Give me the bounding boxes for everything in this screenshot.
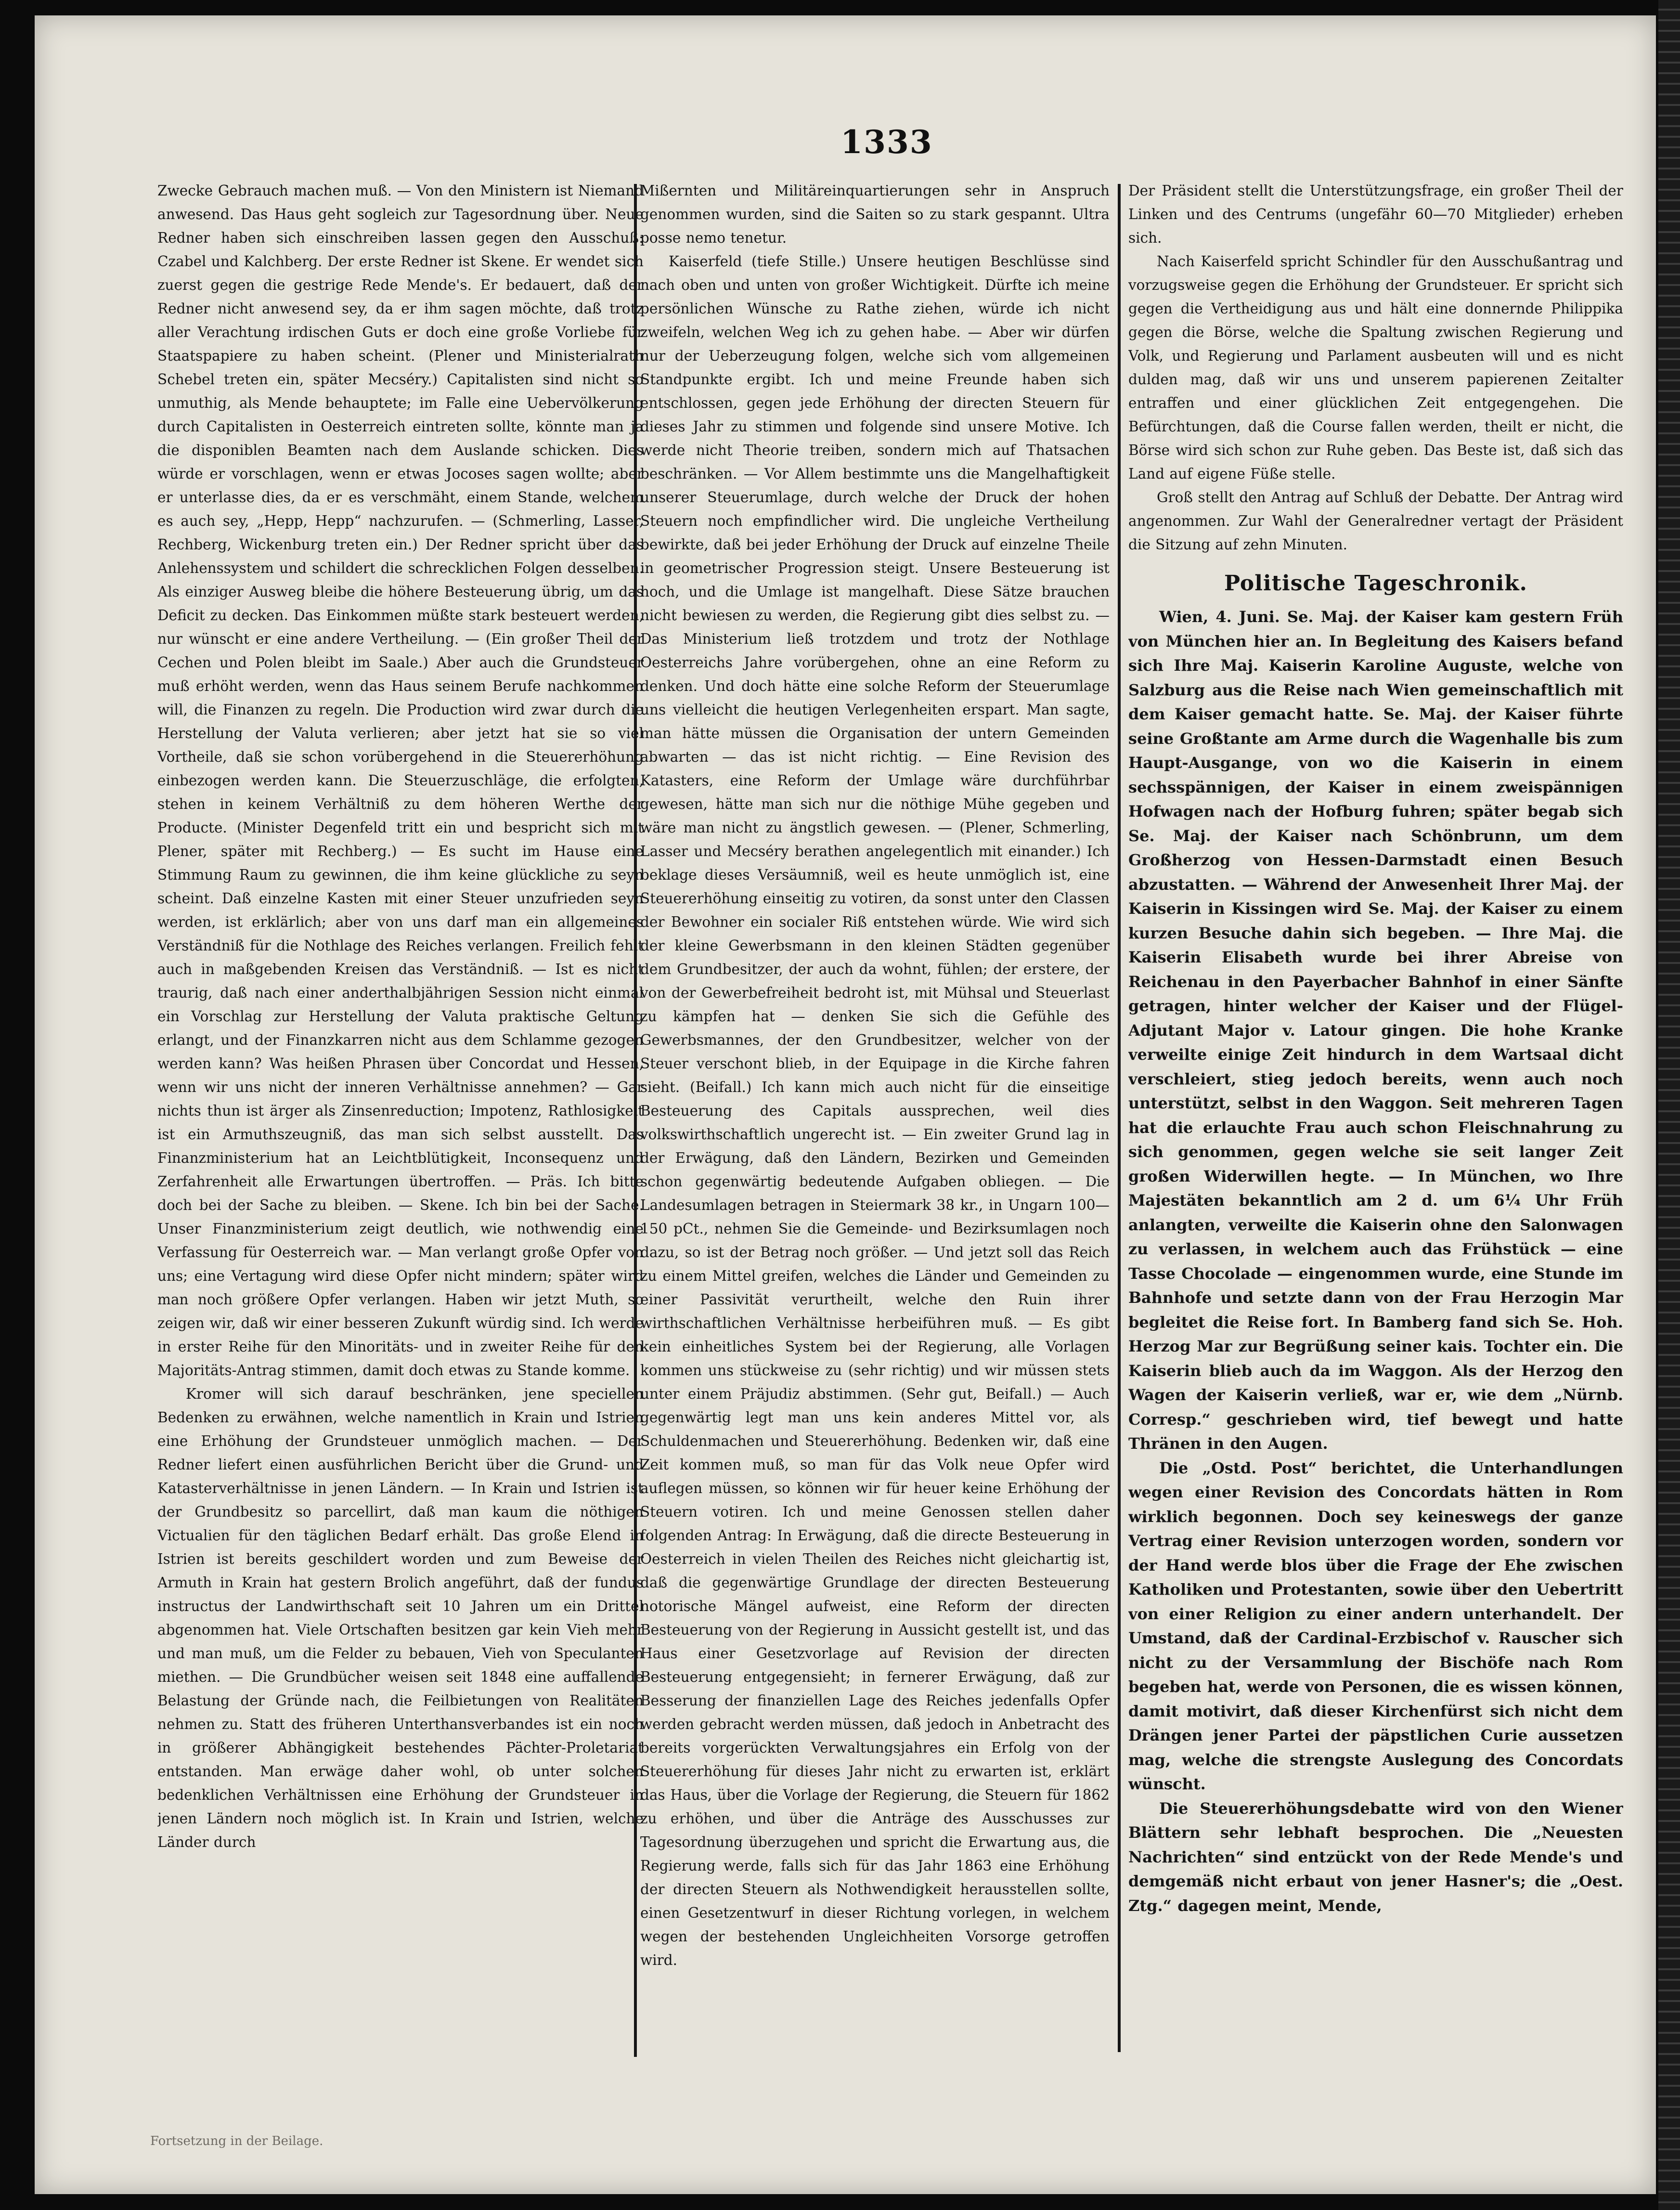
section-heading: Politische Tageschronik. xyxy=(1224,571,1527,596)
col2-paragraph-1: Mißernten und Militäreinquartierungen sehr in Anspruch genommen wurden, sind die Saiten so zu stark gespannt. Ultra posse nemo tenetur. xyxy=(640,182,1110,246)
col2-paragraph-2: Kaiserfeld (tiefe Stille.) Unsere heutigen Beschlüsse sind nach oben und unten von großer Wichtigkeit. Dürfte ich meine persönlichen Wünsche zu Rathe ziehen, würde ich nicht zweifeln, welchen Weg ich zu gehen habe. — Aber wir dürfen nur der Ueberzeugung folgen, welche sich vom allgemeinen Standpunkte ergibt. Ich und meine Freunde haben sich entschlossen, gegen jede Erhöhung der directen Steuern für dieses Jahr zu stimmen und folgende sind unsere Motive. Ich werde nicht Theorie treiben, sondern mich auf Thatsachen beschränken. — Vor Allem bestimmte uns die Mangelhaftigkeit unserer Steuerumlage, durch welche der Druck der hohen Steuern noch empfindlicher wird. Die ungleiche Vertheilung bewirkte, daß bei jeder Erhöhung der Druck auf einzelne Theile in geometrischer Progression steigt. Unsere Besteuerung ist hoch, und die Umlage ist mangelhaft. Diese Sätze brauchen nicht bewiesen zu werden, die Regierung gibt dies selbst zu. — Das Ministerium ließ trotzdem und trotz der Nothlage Oesterreichs Jahre vorübergehen, ohne an eine Reform zu denken. Und doch hätte eine solche Reform der Steuerumlage uns vielleicht die heutigen Verlegenheiten erspart. Man sagte, man hätte müssen die Organisation der untern Gemeinden abwarten — das ist nicht richtig. — Eine Revision des Katasters, eine Reform der Umlage wäre durchführbar gewesen, hätte man sich nur die nöthige Mühe gegeben und wäre man nicht zu ängstlich gewesen. — (Plener, Schmerling, Lasser und Mecséry berathen angelegentlich mit einander.) Ich beklage dieses Versäumniß, weil es heute unmöglich ist, eine Steuererhöhung einseitig zu votiren, da sonst unter den Classen der Bewohner ein socialer Riß entstehen würde. Wie wird sich der kleine Gewerbsmann in den kleinen Städten gegenüber dem Grundbesitzer, der auch da wohnt, fühlen; der erstere, der von der Gewerbefreiheit bedroht ist, mit Mühsal und Steuerlast zu kämpfen hat — denken Sie sich die Gefühle des Gewerbsmannes, der den Grundbesitzer, welcher von der Steuer verschont blieb, in der Equipage in die Kirche fahren sieht. (Beifall.) Ich kann mich auch nicht für die einseitige Besteuerung des Capitals aussprechen, weil dies volkswirthschaftlich ungerecht ist. — Ein zweiter Grund lag in der Erwägung, daß den Ländern, Bezirken und Gemeinden schon gegenwärtig bedeutende Aufgaben obliegen. — Die Landesumlagen betragen in Steiermark 38 kr., in Ungarn 100—150 pCt., nehmen Sie die Gemeinde- und Bezirksumlagen noch dazu, so ist der Betrag noch größer. — Und jetzt soll das Reich zu einem Mittel greifen, welches die Länder und Gemeinden zu einer Passivität verurtheilt, welche den Ruin ihrer wirthschaftlichen Verhältnisse herbeiführen muß. — Es gibt kein einheitliches System bei der Regierung, alle Vorlagen kommen uns stückweise zu (sehr richtig) und wir müssen stets unter einem Präjudiz abstimmen. (Sehr gut, Beifall.) — Auch gegenwärtig legt man uns kein anderes Mittel vor, als Schuldenmachen und Steuererhöhung. Bedenken wir, daß eine Zeit kommen muß, so man für das Volk neue Opfer wird auflegen müssen, so können wir für heuer keine Erhöhung der Steuern votiren. Ich und meine Genossen stellen daher folgenden Antrag: In Erwägung, daß die directe Besteuerung in Oesterreich in vielen Theilen des Reiches nicht gleichartig ist, daß die gegenwärtige Grundlage der directen Besteuerung notorische Mängel aufweist, eine Reform der directen Besteuerung von der Regierung in Aussicht gestellt ist, und das Haus einer Gesetzvorlage auf Revision der directen Besteuerung entgegensieht; in fernerer Erwägung, daß zur Besserung der finanziellen Lage des Reiches jedenfalls Opfer werden gebracht werden müssen, daß jedoch in Anbetracht des bereits vorgerückten Verwaltungsjahres ein Erfolg von der Steuererhöhung für dieses Jahr nicht zu erwarten ist, erklärt das Haus, über die Vorlage der Regierung, die Steuern für 1862 zu erhöhen, und über die Anträge des Ausschusses zur Tagesordnung überzugehen und spricht die Erwartung aus, die Regierung werde, falls sich für das Jahr 1863 eine Erhöhung der directen Steuern als Nothwendigkeit herausstellen sollte, einen Gesetzentwurf in dieser Richtung vorlegen, in welchem wegen der bestehenden Ungleichheiten Vorsorge getroffen wird. xyxy=(640,253,1110,1968)
bleed-through-text: Fortsetzung in der Beilage. xyxy=(150,2134,323,2148)
news-paragraph-1: Wien, 4. Juni. Se. Maj. der Kaiser kam gestern Früh von München hier an. In Begleitung des Kaisers befand sich Ihre Maj. Kaiserin Karoline Auguste, welche von Salzburg aus die Reise nach Wien gemeinschaftlich mit dem Kaiser gemacht hatte. Se. Maj. der Kaiser führte seine Großtante am Arme durch die Wagenhalle bis zum Haupt-Ausgange, von wo die Kaiserin in einem sechsspännigen, der Kaiser in einem zweispännigen Hofwagen nach der Hofburg fuhren; später begab sich Se. Maj. der Kaiser nach Schönbrunn, um dem Großherzog von Hessen-Darmstadt einen Besuch abzustatten. — Während der Anwesenheit Ihrer Maj. der Kaiserin in Kissingen wird Se. Maj. der Kaiser zu einem kurzen Besuche dahin sich begeben. — Ihre Maj. die Kaiserin Elisabeth wurde bei ihrer Abreise von Reichenau in den Payerbacher Bahnhof in einer Sänfte getragen, hinter welcher der Kaiser und der Flügel-Adjutant Major v. Latour gingen. Die hohe Kranke verweilte einige Zeit hindurch in dem Wartsaal dicht verschleiert, stieg jedoch bereits, wenn auch noch unterstützt, selbst in den Waggon. Seit mehreren Tagen hat die erlauchte Frau auch schon Fleischnahrung zu sich genommen, gegen welche sie seit langer Zeit großen Widerwillen hegte. — In München, wo Ihre Majestäten bekanntlich am 2 d. um 6¼ Uhr Früh anlangten, verweilte die Kaiserin ohne den Salonwagen zu verlassen, in welchem auch das Frühstück — eine Tasse Chocolade — eingenommen wurde, eine Stunde im Bahnhofe und setzte dann von der Frau Herzogin Mar begleitet die Reise fort. In Bamberg fand sich Se. Hoh. Herzog Mar zur Begrüßung seiner kais. Tochter ein. Die Kaiserin blieb auch da im Waggon. Als der Herzog den Wagen der Kaiserin verließ, war er, wie dem „Nürnb. Corresp.“ geschrieben wird, tief bewegt und hatte Thränen in den Augen. xyxy=(1128,608,1623,1453)
column-rule-2 xyxy=(1118,184,1121,2052)
column-2 xyxy=(640,179,1110,2110)
page-number: 1333 xyxy=(840,123,933,161)
col3-paragraph-1: Der Präsident stellt die Unterstützungsfrage, ein großer Theil der Linken und des Centrums (ungefähr 60—70 Mitglieder) erheben sich. xyxy=(1128,182,1623,246)
column-3 xyxy=(1128,179,1623,2110)
col1-paragraph-2: Kromer will sich darauf beschränken, jene speciellen Bedenken zu erwähnen, welche namentlich in Krain und Istrien eine Erhöhung der Grundsteuer unmöglich machen. — Der Redner liefert einen ausführlichen Bericht über die Grund- und Katasterverhältnisse in jenen Ländern. — In Krain und Istrien ist der Grundbesitz so parcellirt, daß man kaum die nöthigen Victualien für den täglichen Bedarf erhält. Das große Elend in Istrien ist bereits geschildert worden und zum Beweise der Armuth in Krain hat gestern Brolich angeführt, daß der fundus instructus der Landwirthschaft seit 10 Jahren um ein Drittel abgenommen hat. Viele Ortschaften besitzen gar kein Vieh mehr und man muß, um die Felder zu bebauen, Vieh von Speculanten miethen. — Die Grundbücher weisen seit 1848 eine auffallende Belastung der Gründe nach, die Feilbietungen von Realitäten nehmen zu. Statt des früheren Unterthansverbandes ist ein noch in größerer Abhängigkeit bestehendes Pächter-Proletariat entstanden. Man erwäge daher wohl, ob unter solchen bedenklichen Verhältnissen eine Erhöhung der Grundsteuer in jenen Ländern noch möglich ist. In Krain und Istrien, welche Länder durch xyxy=(157,1386,644,1850)
page-edge-strip xyxy=(1658,0,1680,2210)
column-1 xyxy=(157,179,644,2110)
col1-paragraph-1: Zwecke Gebrauch machen muß. — Von den Ministern ist Niemand anwesend. Das Haus geht sogleich zur Tagesordnung über. Neue Redner haben sich einschreiben lassen gegen den Ausschuß: Czabel und Kalchberg. Der erste Redner ist Skene. Er wendet sich zuerst gegen die gestrige Rede Mende's. Er bedauert, daß der Redner nicht anwesend sey, da er ihm sagen möchte, daß trotz aller Verachtung irdischen Guts er doch eine große Vorliebe für Staatspapiere zu haben scheint. (Plener und Ministerialrath Schebel treten ein, später Mecséry.) Capitalisten sind nicht so unmuthig, als Mende behauptete; im Falle eine Uebervölkerung durch Capitalisten in Oesterreich eintreten sollte, könnte man ja die disponiblen Beamten nach dem Auslande schicken. Dies würde er vorschlagen, wenn er etwas Jocoses sagen wollte; aber er unterlasse dies, da er es verschmäht, einem Stande, welchem es auch sey, „Hepp, Hepp“ nachzurufen. — (Schmerling, Lasser, Rechberg, Wickenburg treten ein.) Der Redner spricht über das Anlehenssystem und schildert die schrecklichen Folgen desselben. Als einziger Ausweg bleibe die höhere Besteuerung übrig, um das Deficit zu decken. Das Einkommen müßte stark besteuert werden, nur wünscht er eine andere Vertheilung. — (Ein großer Theil der Cechen und Polen bleibt im Saale.) Aber auch die Grundsteuer muß erhöht werden, wenn das Haus seinem Berufe nachkommen will, die Finanzen zu regeln. Die Production wird zwar durch die Herstellung der Valuta verlieren; aber jetzt hat sie so viel Vortheile, daß sie schon vorübergehend in die Steuererhöhung einbezogen werden kann. Die Steuerzuschläge, die erfolgten, stehen in keinem Verhältniß zu dem höheren Werthe der Producte. (Minister Degenfeld tritt ein und bespricht sich mit Plener, später mit Rechberg.) — Es sucht im Hause eine Stimmung Raum zu gewinnen, die ihm keine glückliche zu seyn scheint. Daß einzelne Kasten mit einer Steuer unzufrieden seyn werden, ist erklärlich; aber von uns darf man ein allgemeines Verständniß für die Nothlage des Reiches verlangen. Freilich fehlt auch in maßgebenden Kreisen das Verständniß. — Ist es nicht traurig, daß nach einer anderthalbjährigen Session nicht einmal ein Vorschlag zur Herstellung der Valuta praktische Geltung erlangt, und der Finanzkarren nicht aus dem Schlamme gezogen werden kann? Was heißen Phrasen über Concordat und Hessen, wenn wir uns nicht der inneren Verhältnisse annehmen? — Gar nichts thun ist ärger als Zinsenreduction; Impotenz, Rathlosigkeit ist ein Armuthszeugniß, das man sich selbst ausstellt. Das Finanzministerium hat an Leichtblütigkeit, Inconsequenz und Zerfahrenheit alle Erwartungen übertroffen. — Präs. Ich bitte doch bei der Sache zu bleiben. — Skene. Ich bin bei der Sache. Unser Finanzministerium zeigt deutlich, wie nothwendig eine Verfassung für Oesterreich war. — Man verlangt große Opfer von uns; eine Vertagung wird diese Opfer nicht mindern; später wird man noch größere Opfer verlangen. Haben wir jetzt Muth, so zeigen wir, daß wir einer besseren Zukunft würdig sind. Ich werde in erster Reihe für den Minoritäts- und in zweiter Reihe für den Majoritäts-Antrag stimmen, damit doch etwas zu Stande komme. xyxy=(157,182,644,1378)
col3-paragraph-3: Groß stellt den Antrag auf Schluß der Debatte. Der Antrag wird angenommen. Zur Wahl der Generalredner vertagt der Präsident die Sitzung auf zehn Minuten. xyxy=(1128,489,1623,553)
news-paragraph-3: Die Steuererhöhungsdebatte wird von den Wiener Blättern sehr lebhaft besprochen. Die „Neuesten Nachrichten“ sind entzückt von der Rede Mende's und demgemäß nicht erbaut von jener Hasner's; die „Oest. Ztg.“ dagegen meint, Mende, xyxy=(1128,1799,1623,1915)
newspaper-page xyxy=(35,15,1656,2194)
col3-paragraph-2: Nach Kaiserfeld spricht Schindler für den Ausschußantrag und vorzugsweise gegen die Erhöhung der Grundsteuer. Er spricht sich gegen die Vertheidigung aus und hält eine donnernde Philippika gegen die Börse, welche die Spaltung zwischen Regierung und Volk, und Regierung und Parlament ausbeuten will und es nicht dulden mag, daß wir uns und unserem papierenen Zeitalter entraffen und einer glücklichen Zeit entgegengehen. Die Befürchtungen, daß die Course fallen werden, theilt er nicht, die Börse wird sich schon zur Ruhe geben. Das Beste ist, daß sich das Land auf eigene Füße stelle. xyxy=(1128,253,1623,482)
news-paragraph-2: Die „Ostd. Post“ berichtet, die Unterhandlungen wegen einer Revision des Concordats hätten in Rom wirklich begonnen. Doch sey keineswegs der ganze Vertrag einer Revision unterzogen worden, sondern vor der Hand werde blos über die Frage der Ehe zwischen Katholiken und Protestanten, sowie über den Uebertritt von einer Religion zu einer andern unterhandelt. Der Umstand, daß der Cardinal-Erzbischof v. Rauscher sich nicht zu der Versammlung der Bischöfe nach Rom begeben hat, werde von Personen, die es wissen können, damit motivirt, daß dieser Kirchenfürst sich nicht dem Drängen jener Partei der päpstlichen Curie aussetzen mag, welche die strengste Auslegung des Concordats wünscht. xyxy=(1128,1458,1623,1793)
